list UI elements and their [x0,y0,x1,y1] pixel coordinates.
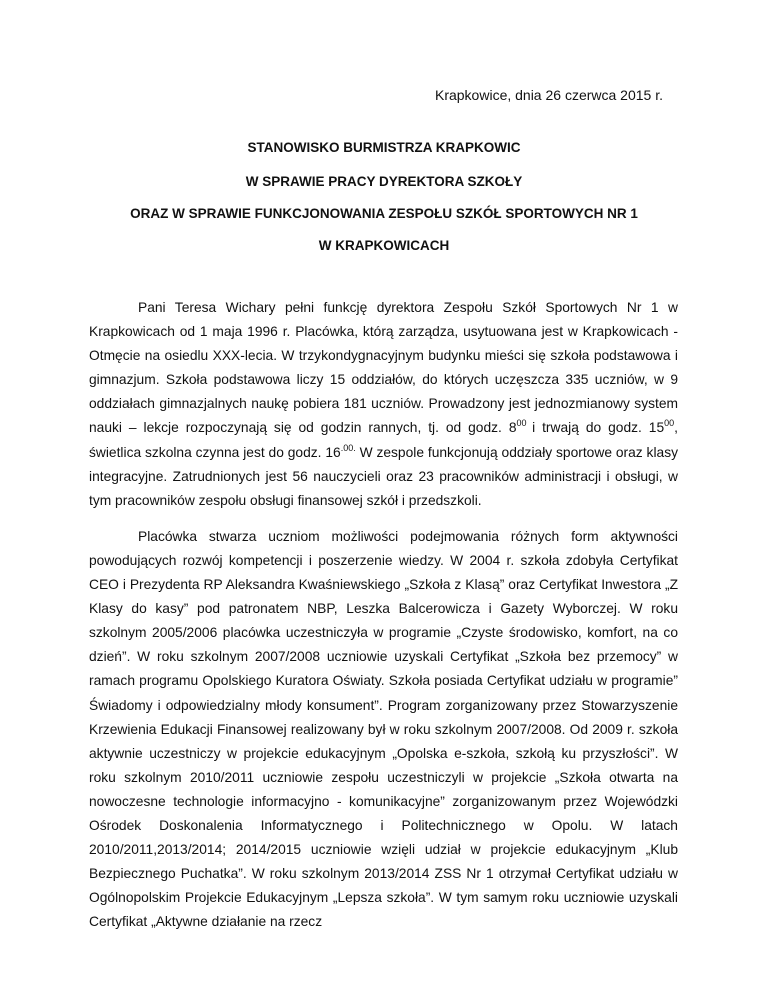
title-line-4: W KRAPKOWICACH [318,238,450,253]
paragraph-1 [89,296,678,513]
paragraph-1-sup-c: .00. [340,442,356,453]
title-line-1: STANOWISKO BURMISTRZA KRAPKOWIC [247,140,521,155]
paragraph-1-sup-b: 00 [664,418,675,429]
paragraph-1-text-c: , świetlica szkolna czynna jest do godz. 16 [89,420,678,460]
paragraph-1-sup-a: 00 [516,418,533,429]
paragraph-2: Placówka stwarza uczniom możliwości podejmowania różnych form aktywności powodujących rozwój kompetencji i poszerzenie wiedzy. W 2004 r. szkoła zdobyła Certyfikat CEO i Prezydenta RP Aleksandra Kwaśniewskiego „Szkoła z Klasą” oraz Certyfikat Inwestora „Z Klasy do kasy” pod patronatem NBP, Leszka Balcerowicza i Gazety Wyborczej. W roku szkolnym 2005/2006 placówka uczestniczyła w programie „Czyste środowisko, komfort, na co dzień”. W roku szkolnym 2007/2008 uczniowie uzyskali Certyfikat „Szkoła bez przemocy” w ramach programu Opolskiego Kuratora Oświaty. Szkoła posiada Certyfikat udziału w programie” Świadomy i odpowiedzialny młody konsument”. Program zorganizowany przez Stowarzyszenie Krzewienia Edukacji Finansowej realizowany był w roku szkolnym 2007/2008. Od 2009 r. szkoła aktywnie uczestniczy w projekcie edukacyjnym „Opolska e-szkoła, szkołą ku przyszłości”. W roku szkolnym 2010/2011 uczniowie zespołu uczestniczyli w projekcie „Szkoła otwarta na nowoczesne technologie informacyjno - komunikacyjne” zorganizowanym przez Wojewódzki Ośrodek Doskonalenia Informatycznego i Politechnicznego w Opolu. W latach 2010/2011,2013/2014; 2014/2015 uczniowie wzięli udział w projekcie edukacyjnym „Klub Bezpiecznego Puchatka”. W roku szkolnym 2013/2014 ZSS Nr 1 otrzymał Certyfikat udziału w Ogólnopolskim Projekcie Edukacyjnym „Lepsza szkoła”. W tym samym roku uczniowie uzyskali Certyfikat „Aktywne działanie na rzecz [89,528,678,930]
paragraph-1-text-a: Pani Teresa Wichary pełni funkcję dyrektora Zespołu Szkół Sportowych Nr 1 w Krapkowicach od 1 maja 1996 r. Placówka, którą zarządza, usytuowana jest w Krapkowicach - Otmęcie na osiedlu XXX-lecia. W trzykondygnacyjnym budynku mieści się szkoła podstawowa i gimnazjum. Szkoła podstawowa liczy 15 oddziałów, do których uczęszcza 335 uczniów, w 9 oddziałach gimnazjalnych naukę pobiera 181 uczniów. Prowadzony jest jednozmianowy system nauki – lekcje rozpoczynają się od godzin rannych, tj. od godz. 8 [89,300,678,436]
paragraph-1-text-b: i trwają do godz. 15 [532,420,665,436]
place-date: Krapkowice, dnia 26 czerwca 2015 r. [434,87,663,103]
title-line-2: W SPRAWIE PRACY DYREKTORA SZKOŁY [245,174,523,189]
paragraph-1-text-d: W zespole funkcjonują oddziały sportowe oraz klasy integracyjne. Zatrudnionych jest 56 nauczycieli oraz 23 pracowników administracji i obsługi, w tym pracowników zespołu obsługi finansowej szkół i przedszkoli. [89,444,678,508]
document-body [89,296,678,934]
title-line-3: ORAZ W SPRAWIE FUNKCJONOWANIA ZESPOŁU SZKÓŁ SPORTOWYCH NR 1 [130,206,638,221]
